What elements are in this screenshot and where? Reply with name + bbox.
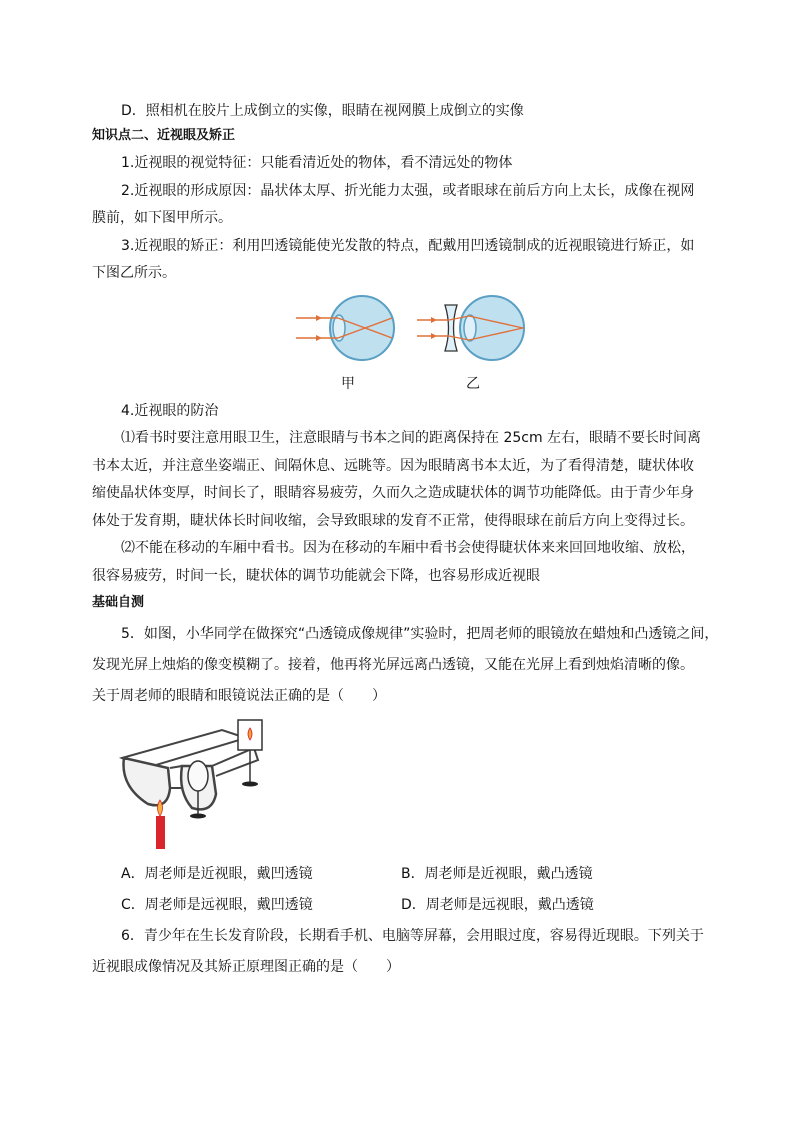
prevention-a-line1: ⑴看书时要注意用眼卫生，注意眼睛与书本之间的距离保持在 25cm 左右，眼睛不要长时间离 bbox=[121, 430, 702, 446]
arrow-icon bbox=[431, 333, 437, 339]
question-6-line1: 6．青少年在生长发育阶段，长期看手机、电脑等屏幕，会用眼过度，容易得近现眼。下列关于 bbox=[121, 928, 704, 944]
glasses-left-lens bbox=[124, 758, 171, 805]
figure-label-jia: 甲 bbox=[341, 376, 355, 392]
candle bbox=[156, 816, 165, 849]
prevention-a-line3: 缩使晶状体变厚，时间长了，眼睛容易疲劳，久而久之造成睫状体的调节功能降低。由于青少年身 bbox=[92, 485, 694, 501]
arrow-icon bbox=[316, 315, 322, 321]
figure-label-yi: 乙 bbox=[466, 376, 480, 392]
convex-lens bbox=[188, 761, 208, 791]
option-d: D．周老师是远视眼，戴凸透镜 bbox=[401, 897, 594, 913]
question-5-line3: 关于周老师的眼睛和眼镜说法正确的是（ ） bbox=[92, 688, 386, 704]
prevention-a-line4: 体处于发育期，睫状体长时间收缩，会导致眼球的发育不正常，使得眼球在前后方向上变得过长。 bbox=[92, 513, 694, 529]
option-a: A．周老师是近视眼，戴凹透镜 bbox=[121, 866, 313, 882]
myopia-point-2-line1: 2.近视眼的形成原因：晶状体太厚、折光能力太强，或者眼球在前后方向上太长，成像在视网 bbox=[121, 183, 695, 199]
option-d-previous: D．照相机在胶片上成倒立的实像，眼睛在视网膜上成倒立的实像 bbox=[121, 103, 524, 119]
lens-shape bbox=[464, 315, 476, 341]
question-5-line2: 发现光屏上烛焰的像变模糊了。接着，他再将光屏远离凸透镜，又能在光屏上看到烛焰清晰的像。 bbox=[92, 657, 694, 673]
question-6-line2: 近视眼成像情况及其矫正原理图正确的是（ ） bbox=[92, 959, 400, 975]
myopia-point-3-line1: 3.近视眼的矫正：利用凹透镜能使光发散的特点，配戴用凹透镜制成的近视眼镜进行矫正，如 bbox=[121, 238, 695, 254]
corrected-eye-figure bbox=[417, 293, 527, 365]
section-heading-myopia: 知识点二、近视眼及矫正 bbox=[92, 128, 236, 143]
prevention-b-line2: 很容易疲劳，时间一长，睫状体的调节功能就会下降，也容易形成近视眼 bbox=[92, 568, 540, 584]
section-heading-self-test: 基础自测 bbox=[92, 595, 145, 610]
question-5-line1: 5．如图，小华同学在做探究“凸透镜成像规律”实验时，把周老师的眼镜放在蜡烛和凸透镜之间， bbox=[121, 626, 719, 642]
glasses-temple bbox=[212, 748, 258, 776]
experiment-figure bbox=[112, 716, 292, 851]
myopia-point-4: 4.近视眼的防治 bbox=[121, 403, 219, 419]
flame-image-icon bbox=[248, 728, 252, 740]
arrow-icon bbox=[431, 317, 437, 323]
screen-base bbox=[242, 782, 258, 787]
myopia-point-1: 1.近视眼的视觉特征：只能看清近处的物体，看不清远处的物体 bbox=[121, 155, 513, 171]
lens-base bbox=[190, 814, 206, 819]
option-b: B．周老师是近视眼，戴凸透镜 bbox=[401, 866, 593, 882]
concave-lens-shape bbox=[445, 305, 457, 351]
myopia-point-2-line2: 膜前，如下图甲所示。 bbox=[92, 210, 232, 226]
arrow-icon bbox=[316, 335, 322, 341]
option-c: C．周老师是远视眼，戴凹透镜 bbox=[121, 897, 313, 913]
myopic-eye-figure bbox=[296, 293, 401, 365]
prevention-b-line1: ⑵不能在移动的车厢中看书。因为在移动的车厢中看书会使得睫状体来来回回地收缩、放松， bbox=[121, 540, 695, 556]
prevention-a-line2: 书本太近，并注意坐姿端正、间隔休息、远眺等。因为眼睛离书本太近，为了看得清楚，睫状体收 bbox=[92, 458, 694, 474]
myopia-point-3-line2: 下图乙所示。 bbox=[92, 265, 176, 281]
